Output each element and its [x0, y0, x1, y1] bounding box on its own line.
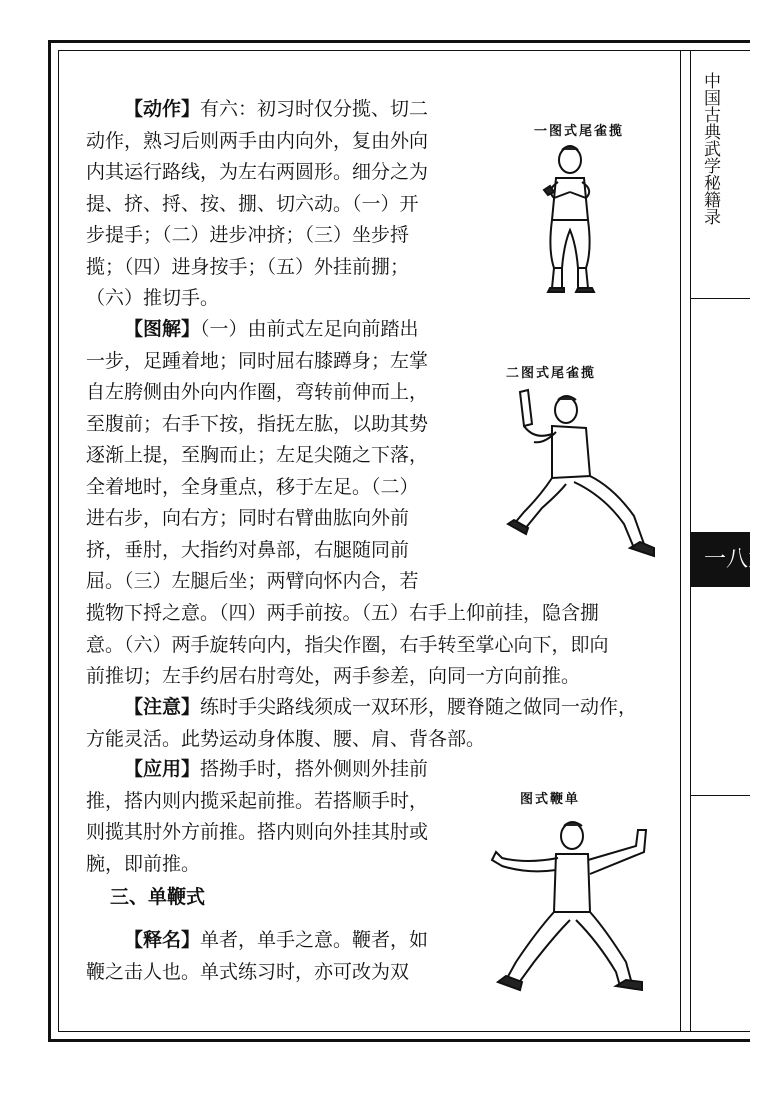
- label-zhuyi: 【注意】: [124, 696, 201, 718]
- text-line: 腕，即前推。: [86, 852, 201, 875]
- text-line: 进右步，向右方；同时右臂曲肱向外前: [86, 507, 410, 529]
- figure-caption: 一图式尾雀揽: [534, 124, 625, 139]
- text-line: 步提手；（二）进步冲挤；（三）坐步捋: [86, 224, 410, 246]
- text-line: 搭拗手时，搭外侧则外挂前: [200, 758, 429, 780]
- text-line: 意。（六）两手旋转向内，指尖作圈，右手转至掌心向下，即向: [86, 633, 609, 656]
- text-line: 全着地时，全身重点，移于左足。（二）: [86, 475, 419, 498]
- page-number-tab: 一八六: [690, 532, 750, 587]
- paragraph-shiming: [86, 925, 486, 988]
- book-series-title: 中国古典武学秘籍录: [700, 72, 720, 225]
- label-dongzuo: 【动作】: [124, 98, 201, 120]
- text-line: 屈。（三）左腿后坐；两臂向怀内合，若: [86, 570, 419, 592]
- text-line: 前推切；左手约居右肘弯处，两手参差，向同一方向前推。: [86, 665, 581, 687]
- text-line: （一）由前式左足向前踏出: [200, 318, 419, 340]
- text-line: 鞭之击人也。单式练习时，亦可改为双: [86, 960, 410, 983]
- text-line: 提、挤、捋、按、掤、切六动。（一）开: [86, 192, 419, 215]
- text-line: （六）推切手。: [86, 287, 220, 309]
- text-line: 至腹前；右手下按，指抚左肱，以助其势: [86, 412, 429, 435]
- text-line: 揽物下捋之意。（四）两手前按。（五）右手上仰前挂，隐含掤: [86, 602, 600, 624]
- text-line: 逐渐上提，至胸而止；左足尖随之下落，: [86, 444, 429, 466]
- paragraph-dongzuo: [86, 94, 486, 315]
- side-column-rule: [680, 50, 681, 1032]
- text-line: 则揽其肘外方前推。搭内则向外挂其肘或: [86, 821, 429, 843]
- paragraph-tujie-continued: [86, 598, 676, 693]
- figure-caption: 图式鞭单: [520, 792, 581, 807]
- martial-figure-icon: [522, 140, 618, 302]
- paragraph-yingyong: [86, 754, 486, 880]
- side-divider: [690, 795, 750, 796]
- figure-caption: 二图式尾雀揽: [506, 366, 597, 381]
- side-divider: [690, 298, 750, 299]
- label-yingyong: 【应用】: [124, 758, 201, 780]
- text-line: 揽；（四）进身按手；（五）外挂前掤；: [86, 255, 410, 278]
- text-line: 自左胯侧由外向内作圈，弯转前伸而上，: [86, 381, 429, 403]
- paragraph-tujie: [86, 314, 486, 598]
- text-line: 方能灵活。此势运动身体腹、腰、肩、背各部。: [86, 727, 486, 750]
- section-heading: 三、单鞭式: [110, 886, 206, 908]
- text-line: 有六：初习时仅分揽、切二: [200, 98, 429, 120]
- paragraph-zhuyi: [86, 692, 676, 755]
- label-tujie: 【图解】: [124, 318, 201, 340]
- text-line: 一步，足踵着地；同时屈右膝蹲身；左掌: [86, 349, 429, 372]
- text-line: 动作，熟习后则两手由内向外，复由外向: [86, 129, 429, 152]
- text-line: 挤，垂肘，大指约对鼻部，右腿随同前: [86, 538, 410, 561]
- text-line: 单者，单手之意。鞭者，如: [200, 929, 429, 951]
- text-line: 内其运行路线，为左右两圆形。细分之为: [86, 161, 429, 183]
- martial-figure-icon: [494, 384, 664, 566]
- label-shiming: 【释名】: [124, 929, 201, 951]
- text-line: 推，搭内则内揽采起前推。若搭顺手时，: [86, 789, 429, 812]
- martial-figure-icon: [486, 812, 662, 998]
- text-line: 练时手尖路线须成一双环形，腰脊随之做同一动作，: [200, 696, 638, 718]
